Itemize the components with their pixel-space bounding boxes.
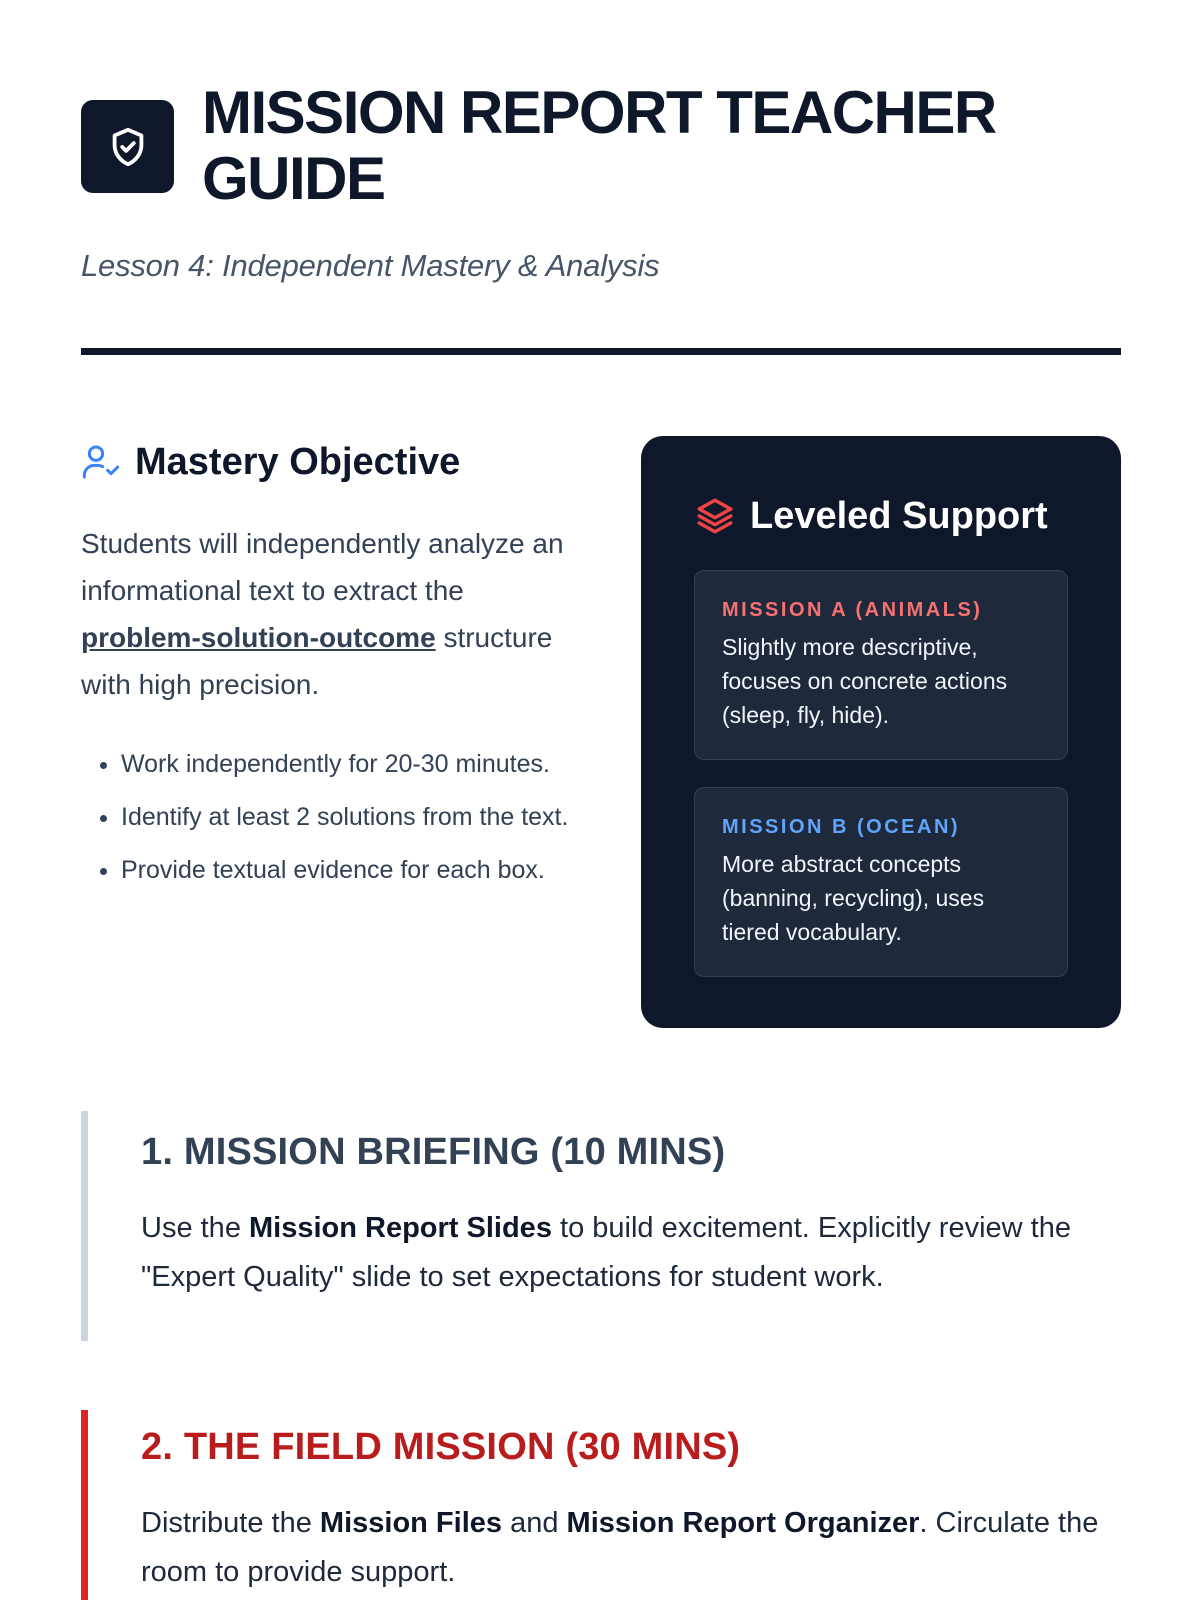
objective-text bbox=[81, 520, 571, 708]
objective-text-before: Students will independently analyze an informational text to extract the bbox=[81, 528, 564, 606]
section-accent-bar bbox=[81, 1111, 88, 1341]
list-item: • Provide textual evidence for each box. bbox=[121, 850, 571, 890]
shield-check-icon bbox=[105, 124, 151, 170]
objective-header bbox=[81, 436, 571, 488]
layers-icon bbox=[694, 495, 736, 537]
mission-a-card bbox=[694, 570, 1068, 760]
objective-text-emphasis: problem-solution-outcome bbox=[81, 622, 436, 653]
list-item: • Identify at least 2 solutions from the text. bbox=[121, 797, 571, 837]
objective-text-after: structure with high precision. bbox=[81, 622, 553, 700]
mission-briefing-heading: 1. MISSION BRIEFING (10 MINS) bbox=[141, 1131, 726, 1173]
mission-a-label: MISSION A (ANIMALS) bbox=[722, 599, 983, 621]
briefing-text-part: to build excitement. Explicitly review the "Expert Quality" slide to set expectations for student work. bbox=[141, 1212, 1071, 1293]
user-check-icon bbox=[81, 442, 121, 482]
field-text-part: . Circulate the room to provide support. bbox=[141, 1507, 1099, 1588]
leveled-support-panel bbox=[641, 436, 1121, 1028]
mission-briefing-text bbox=[141, 1204, 1121, 1302]
mission-b-text: More abstract concepts (banning, recycling), uses tiered vocabulary. bbox=[722, 851, 985, 945]
objective-heading: Mastery Objective bbox=[135, 440, 461, 483]
page-subtitle: Lesson 4: Independent Mastery & Analysis bbox=[81, 248, 660, 283]
field-mission-section bbox=[81, 1410, 1121, 1600]
page-header bbox=[81, 80, 1121, 212]
field-text-part: Distribute the bbox=[141, 1507, 320, 1539]
list-item: • Work independently for 20-30 minutes. bbox=[121, 744, 571, 784]
mission-briefing-section bbox=[81, 1113, 1121, 1343]
mission-b-label: MISSION B (OCEAN) bbox=[722, 816, 961, 838]
mission-b-card bbox=[694, 787, 1068, 977]
briefing-text-part: Use the bbox=[141, 1212, 249, 1244]
mission-a-text: Slightly more descriptive, focuses on concrete actions (sleep, fly, hide). bbox=[722, 634, 1008, 728]
field-mission-heading: 2. THE FIELD MISSION (30 MINS) bbox=[141, 1426, 741, 1468]
support-header bbox=[694, 488, 1068, 544]
briefing-text-bold: Mission Report Slides bbox=[249, 1212, 552, 1244]
section-accent-bar bbox=[81, 1410, 88, 1600]
field-text-bold: Mission Files bbox=[319, 1507, 503, 1539]
field-text-part: and bbox=[502, 1507, 567, 1539]
support-heading: Leveled Support bbox=[750, 494, 1048, 537]
page-title: MISSION REPORT TEACHER GUIDE bbox=[202, 79, 996, 212]
header-divider bbox=[81, 348, 1121, 355]
mastery-objective-section bbox=[81, 436, 571, 903]
objective-bullet-list bbox=[81, 744, 571, 890]
field-text-bold: Mission Report Organizer bbox=[566, 1507, 920, 1539]
field-mission-text bbox=[141, 1499, 1121, 1597]
logo-badge bbox=[81, 100, 174, 193]
